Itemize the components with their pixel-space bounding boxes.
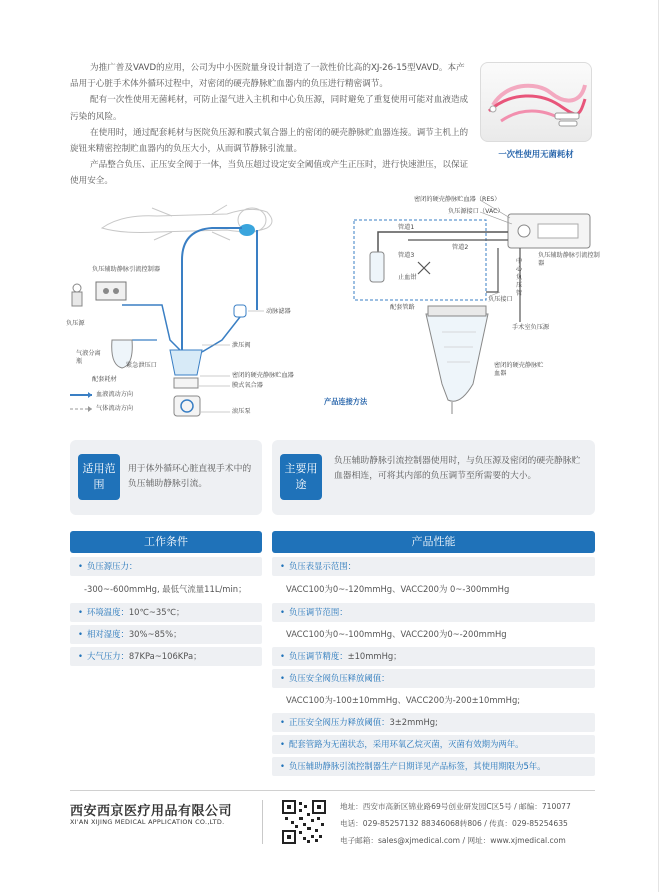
- performance-row: VACC100为-100±10mmHg、VACC200为-200±10mmHg;: [272, 691, 595, 710]
- performance-row: VACC100为0~-100mmHg、VACC200为0~-200mmHg: [272, 625, 595, 644]
- intro-text: [70, 60, 470, 190]
- label-tube-2: 管道2: [452, 244, 469, 251]
- legend-blood-flow: 血液流动方向: [96, 391, 134, 398]
- tubing-illustration: [481, 63, 592, 142]
- bullet-icon: •: [280, 607, 285, 617]
- scope-box: [70, 440, 262, 515]
- connection-diagram-title: 产品连接方法: [324, 397, 368, 406]
- main-use-box: [272, 440, 595, 515]
- label-set-tubing: 配套管路: [390, 304, 415, 311]
- label-vacuum-port: 负压接口: [488, 296, 513, 303]
- footer-divider: [70, 790, 595, 791]
- bullet-icon: •: [280, 651, 285, 661]
- company-name-cn: 西安西京医疗用品有限公司: [70, 804, 233, 819]
- label-vac: 负压源接口（VAC）: [448, 208, 504, 215]
- label-reservoir-right: 密闭的硬壳静脉贮血器: [494, 362, 544, 377]
- label-central-vacuum: 中心负压管: [516, 258, 523, 297]
- performance-row: • 正压安全阀压力释放阈值：3±2mmHg;: [272, 713, 595, 732]
- bullet-icon: •: [280, 673, 285, 683]
- condition-row: -300~-600mmHg, 最低气流量11L/min；: [70, 580, 262, 599]
- label-tube-3: 管道3: [398, 252, 415, 259]
- performance-row: • 负压安全阀负压释放阈值：: [272, 669, 595, 688]
- conditions-header: 工作条件: [70, 531, 262, 553]
- contact-address: 地址：西安市高新区锦业路69号创业研发园C区5号 / 邮编：710077: [340, 802, 571, 811]
- condition-row: • 负压源压力：: [70, 557, 262, 576]
- performance-row: • 负压表显示范围：: [272, 557, 595, 576]
- main-use-text: 负压辅助静脉引流控制器使用时，与负压源及密闭的硬壳静脉贮血器相连，可将其内部的负压调节至所需要的大小。: [334, 456, 581, 481]
- label-manual-vacuum: 手术室负压源: [512, 324, 550, 331]
- label-arterial-filter: 动脉滤器: [266, 308, 291, 315]
- circuit-diagram: [62, 200, 312, 425]
- label-vent-valve: 泄压阀: [232, 342, 251, 349]
- connection-drawing: [348, 192, 598, 417]
- label-pump: 滚压泵: [232, 408, 251, 415]
- contact-email: 电子邮箱：sales@xjmedical.com / 网址：www.xjmedical.com: [340, 836, 566, 845]
- label-oxygenator: 膜式氧合器: [232, 382, 263, 389]
- main-use-tag: 主要用途: [280, 454, 322, 500]
- condition-row: • 相对湿度：30%~85%；: [70, 625, 262, 644]
- intro-paragraph-2: 配有一次性使用无菌耗材，可防止湿气进入主机和中心负压源，同时避免了重复使用可能对血液造成污染的风险。: [70, 95, 469, 122]
- bullet-icon: •: [280, 761, 285, 771]
- scope-text: 用于体外循环心脏直视手术中的负压辅助静脉引流。: [128, 464, 252, 489]
- qr-code-icon: [281, 799, 327, 845]
- consumable-caption: 一次性使用无菌耗材: [498, 149, 574, 159]
- label-controller: 负压辅助静脉引流控制器: [92, 266, 161, 273]
- footer-vertical-divider: [262, 800, 263, 844]
- label-relief-port: 紧急泄压口: [126, 362, 157, 369]
- intro-paragraph-3: 在使用时，通过配套耗材与医院负压源和膜式氧合器上的密闭的硬壳静脉贮血器连接。调节主机上的旋钮来精密控制贮血器内的负压大小，从而调节静脉引流量。: [70, 127, 469, 155]
- performance-row: VACC100为0~-120mmHg、VACC200为 0~-300mmHg: [272, 580, 595, 599]
- legend-gas-flow: 气体流动方向: [96, 405, 134, 412]
- consumable-photo: [480, 62, 592, 142]
- label-clamp: 止血钳: [398, 274, 417, 281]
- performance-row: • 负压辅助静脉引流控制器生产日期详见产品标签，其使用期限为5年。: [272, 757, 595, 776]
- performance-row: • 负压调节精度：±10mmHg；: [272, 647, 595, 666]
- label-consumable: 配套耗材: [92, 376, 117, 383]
- performance-row: • 负压调节范围：: [272, 603, 595, 622]
- performance-header: 产品性能: [272, 531, 595, 553]
- bullet-icon: •: [78, 629, 83, 639]
- bullet-icon: •: [78, 607, 83, 617]
- connection-diagram: [324, 192, 600, 417]
- edge-line: [658, 0, 659, 892]
- label-res: 密闭的硬壳静脉贮血器（RES）: [414, 196, 501, 203]
- condition-row: • 环境温度：10℃~35℃；: [70, 603, 262, 622]
- bullet-icon: •: [280, 717, 285, 727]
- label-controller-right: 负压辅助静脉引流控制器: [538, 252, 600, 267]
- contact-phone: 电话：029-85257132 88346068转806 / 传真：029-85254635: [340, 819, 568, 828]
- intro-paragraph-4: 产品整合负压、正压安全阀于一体，当负压超过设定安全阈值或产生正压时，进行快速泄压，以保证使用安全。: [70, 160, 469, 187]
- bullet-icon: •: [78, 561, 83, 571]
- scope-tag: 适用范围: [78, 454, 120, 500]
- bullet-icon: •: [78, 651, 83, 661]
- label-vacuum-source: 负压源: [66, 320, 85, 327]
- bullet-icon: •: [280, 561, 285, 571]
- performance-row: • 配套管路为无菌状态，采用环氧乙烷灭菌，灭菌有效期为两年。: [272, 735, 595, 754]
- condition-row: • 大气压力：87KPa~106KPa；: [70, 647, 262, 666]
- intro-paragraph-1: 为推广普及VAVD的应用，公司为中小医院量身设计制造了一款性价比高的XJ-26-15型VAVD。本产品用于心脏手术体外循环过程中，对密闭的硬壳静脉贮血器内的负压进行精密调节。: [70, 63, 465, 90]
- label-reservoir: 密闭的硬壳静脉贮血器: [232, 372, 294, 379]
- company-name-en: XI'AN XIJING MEDICAL APPLICATION CO.,LTD.: [70, 818, 225, 826]
- label-tube-1: 管道1: [398, 224, 415, 231]
- label-separator: 气液分离瓶: [76, 350, 101, 365]
- bullet-icon: •: [280, 739, 285, 749]
